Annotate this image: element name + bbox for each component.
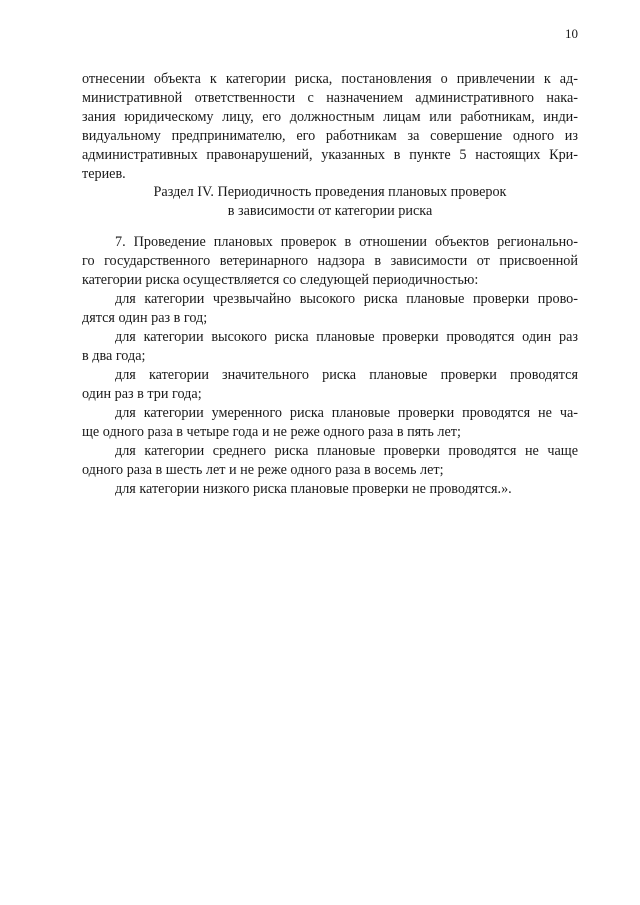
intro-line: отнесении объекта к категории риска, постановления о привлечении к ад- [82,71,578,87]
paragraph-line: ще одного раза в четыре года и не реже одного раза в пять лет; [82,424,461,440]
intro-paragraph [82,70,578,184]
paragraph-line: для категории чрезвычайно высокого риска плановые проверки прово- [115,291,578,307]
intro-line: административных правонарушений, указанных в пункте 5 настоящих Кри- [82,147,578,163]
list-item [82,480,578,499]
paragraph-line: для категории низкого риска плановые проверки не проводятся.». [115,481,512,497]
paragraph-line: в два года; [82,348,146,364]
section-heading [82,183,578,221]
list-item [82,290,578,328]
paragraph-line: для категории умеренного риска плановые проверки проводятся не ча- [115,405,578,421]
paragraph-line: одного раза в шесть лет и не реже одного раза в восемь лет; [82,462,444,478]
list-item [82,328,578,366]
list-item [82,366,578,404]
paragraph-line: 7. Проведение плановых проверок в отношении объектов регионально- [115,234,578,250]
list-item [82,404,578,442]
paragraph-item-7 [82,233,578,290]
paragraph-line: го государственного ветеринарного надзора в зависимости от присвоенной [82,253,578,269]
paragraph-line: дятся один раз в год; [82,310,208,326]
intro-line: зания юридическому лицу, его должностным лицам или работникам, инди- [82,109,578,125]
intro-line: териев. [82,166,126,182]
intro-line: видуальному предпринимателю, его работникам за совершение одного из [82,128,578,144]
paragraph-line: для категории значительного риска плановые проверки проводятся [115,367,578,383]
list-item [82,442,578,480]
paragraph-line: один раз в три года; [82,386,202,402]
intro-line: министративной ответственности с назначением административного нака- [82,90,578,106]
paragraph-line: для категории высокого риска плановые проверки проводятся один раз [115,329,578,345]
page-number: 10 [565,26,578,41]
section-heading-line: Раздел IV. Периодичность проведения плановых проверок [153,184,507,200]
section-heading-line: в зависимости от категории риска [227,203,433,219]
paragraph-line: категории риска осуществляется со следующей периодичностью: [82,272,479,288]
paragraph-line: для категории среднего риска плановые проверки проводятся не чаще [115,443,578,459]
section-body [82,233,578,499]
